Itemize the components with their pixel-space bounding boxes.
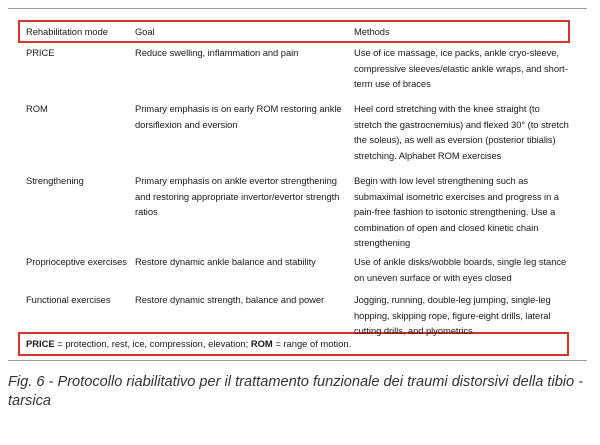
row-strengthening-mode: Strengthening <box>26 175 84 186</box>
row-functional-mode: Functional exercises <box>26 294 111 305</box>
row-price-goal: Reduce swelling, inflammation and pain <box>135 47 299 58</box>
footnote-def-price: = protection, rest, ice, compression, elevation; <box>54 338 251 349</box>
row-strengthening-goal: Primary emphasis on ankle evertor strengthening and restoring appropriate invertor/evertor strength ratios <box>135 175 340 217</box>
row-price-mode: PRICE <box>26 47 55 58</box>
figure-caption: Fig. 6 - Protocollo riabilitativo per il trattamento funzionale dei traumi distorsivi della tibio -tarsica <box>8 374 584 409</box>
row-strengthening-methods: Begin with low level strengthening such as submaximal isometric exercises and progress in a pain-free fashion to isotonic strengthening. Use a combination of open and closed kinetic chain strengthening <box>354 175 559 248</box>
row-proprioceptive-methods: Use of ankle disks/wobble boards, single leg stance on uneven surface or with eyes closed <box>354 256 567 283</box>
row-price-methods: Use of ice massage, ice packs, ankle cryo-sleeve, compressive sleeves/elastic ankle wraps, and short-term use of braces <box>354 47 568 89</box>
footnote-abbr-price: PRICE <box>26 338 55 349</box>
footnote-abbr-rom: ROM <box>250 338 273 349</box>
column-header-mode: Rehabilitation mode <box>26 26 108 37</box>
footnote-def-rom: = range of motion. <box>272 338 352 349</box>
row-functional-goal: Restore dynamic strength, balance and power <box>135 294 325 305</box>
row-proprioceptive-goal: Restore dynamic ankle balance and stability <box>135 256 316 267</box>
column-header-methods: Methods <box>354 26 390 37</box>
row-rom-goal: Primary emphasis is on early ROM restoring ankle dorsiflexion and eversion <box>135 103 342 130</box>
row-rom-mode: ROM <box>26 103 48 114</box>
row-proprioceptive-mode: Proprioceptive exercises <box>26 256 127 267</box>
table-footnote <box>26 337 566 350</box>
column-header-goal: Goal <box>135 26 155 37</box>
row-rom-methods: Heel cord stretching with the knee straight (to stretch the gastrocnemius) and flexed 30° (to stretch the soleus), as well as eversion (posterior tibialis) stretching. Alphabet ROM exercises <box>354 103 569 161</box>
row-functional-methods: Jogging, running, double-leg jumping, single-leg hopping, skipping rope, figure-eight drills, lateral cutting drills, and plyometrics <box>354 294 551 336</box>
